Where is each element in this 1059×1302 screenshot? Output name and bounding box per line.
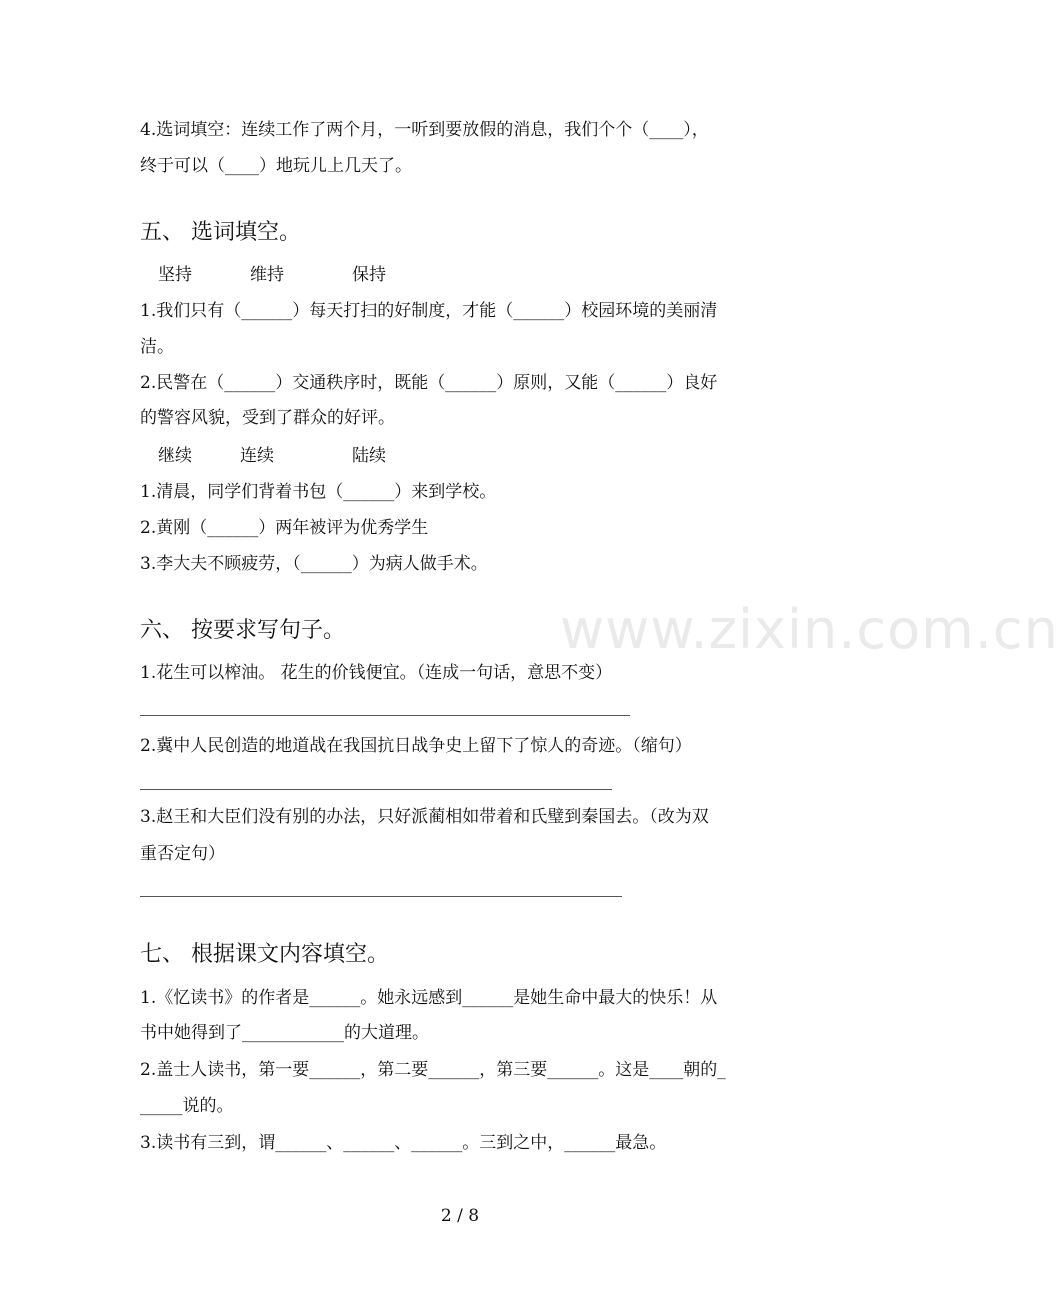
word-option: 陆续 bbox=[352, 446, 386, 466]
word-option: 连续 bbox=[240, 446, 274, 466]
word-bank-2 bbox=[158, 446, 386, 466]
s6-item-3-line-1: 3.赵王和大臣们没有别的办法，只好派蔺相如带着和氏璧到秦国去。（改为双 bbox=[140, 807, 709, 827]
s7-item-3: 3.读书有三到，谓______、______、______。三到之中，______最急。 bbox=[140, 1133, 667, 1153]
s5-item-2-line-1: 2.民警在（______）交通秩序时，既能（______）原则，又能（______）良好 bbox=[140, 373, 718, 393]
s6-item-2: 2.冀中人民创造的地道战在我国抗日战争史上留下了惊人的奇迹。（缩句） bbox=[140, 736, 692, 756]
s6-item-3-line-2: 重否定句） bbox=[140, 844, 225, 864]
answer-line bbox=[140, 789, 612, 790]
watermark: www.zixin.com.cn bbox=[560, 598, 1059, 661]
q4-line-1: 4.选词填空：连续工作了两个月，一听到要放假的消息，我们个个（____）， bbox=[140, 120, 709, 140]
section-7-title: 七、 根据课文内容填空。 bbox=[140, 942, 389, 967]
s5-item-5: 3.李大夫不顾疲劳，（______）为病人做手术。 bbox=[140, 554, 488, 574]
s7-item-2-line-2: _____说的。 bbox=[140, 1096, 234, 1116]
word-option: 保持 bbox=[352, 265, 386, 285]
s5-item-1-line-1: 1.我们只有（______）每天打扫的好制度，才能（______）校园环境的美丽清 bbox=[140, 301, 718, 321]
q4-line-2: 终于可以（____）地玩儿上几天了。 bbox=[140, 156, 412, 176]
s5-item-3: 1.清晨，同学们背着书包（______）来到学校。 bbox=[140, 482, 497, 502]
s6-item-1: 1.花生可以榨油。 花生的价钱便宜。（连成一句话，意思不变） bbox=[140, 663, 613, 683]
s5-item-4: 2.黄刚（______）两年被评为优秀学生 bbox=[140, 518, 429, 538]
section-5-title: 五、 选词填空。 bbox=[140, 220, 301, 245]
s7-item-2-line-1: 2.盖士人读书，第一要______，第二要______，第三要______。这是____朝的_ bbox=[140, 1060, 726, 1080]
s7-item-1-line-2: 书中她得到了____________的大道理。 bbox=[140, 1023, 429, 1043]
page-number: 2 / 8 bbox=[440, 1206, 480, 1226]
word-option: 坚持 bbox=[158, 265, 192, 285]
s5-item-2-line-2: 的警容风貌，受到了群众的好评。 bbox=[140, 408, 395, 428]
word-option: 继续 bbox=[158, 446, 192, 466]
word-option: 维持 bbox=[250, 265, 284, 285]
answer-line bbox=[140, 896, 622, 897]
section-6-title: 六、 按要求写句子。 bbox=[140, 618, 345, 643]
s5-item-1-line-2: 洁。 bbox=[140, 337, 174, 357]
word-bank-1 bbox=[158, 265, 386, 285]
s7-item-1-line-1: 1.《忆读书》的作者是______。她永远感到______是她生命中最大的快乐！从 bbox=[140, 988, 718, 1008]
answer-line bbox=[140, 715, 630, 716]
